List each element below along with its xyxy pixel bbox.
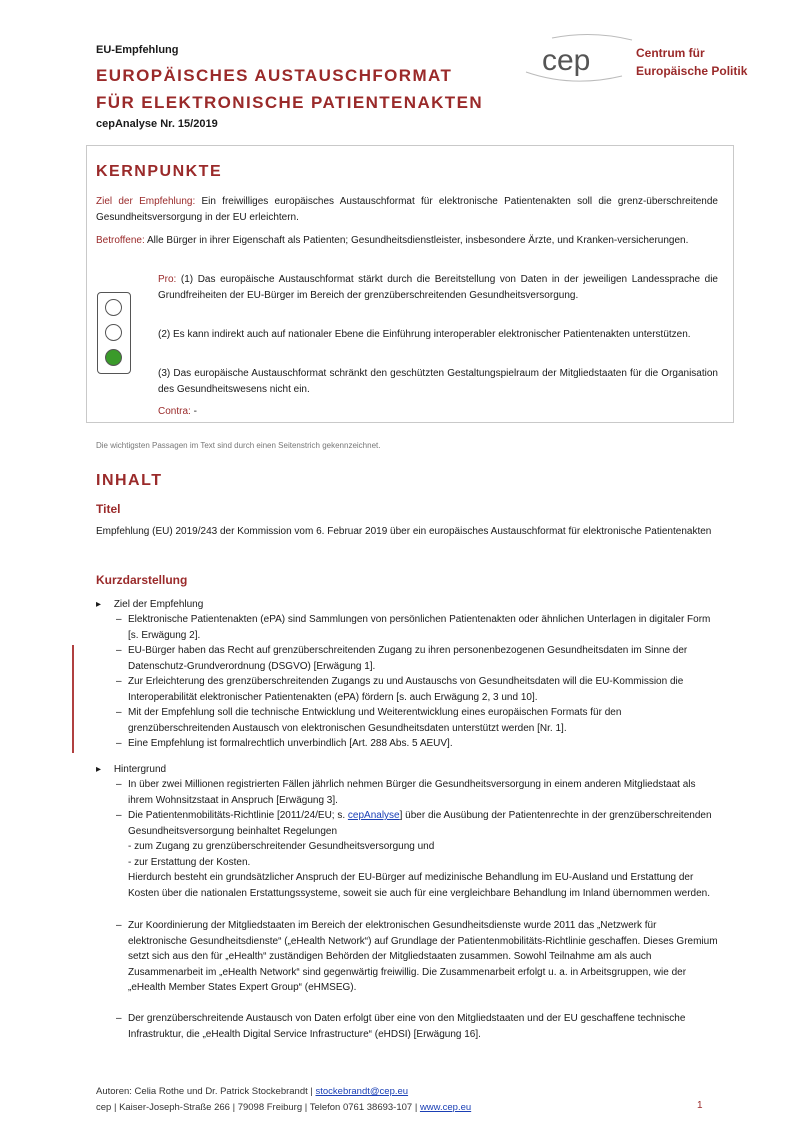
traffic-light-green bbox=[105, 349, 122, 366]
sidebar-note: Die wichtigsten Passagen im Text sind durch einen Seitenstrich gekennzeichnet. bbox=[96, 441, 381, 450]
pro-label: Pro: bbox=[158, 274, 177, 285]
traffic-light-icon bbox=[97, 292, 131, 374]
list-item-text: Eine Empfehlung ist formalrechtlich unverbindlich [Art. 288 Abs. 5 AEUV]. bbox=[128, 738, 453, 749]
pro-point-1 bbox=[158, 272, 718, 304]
titel-text: Empfehlung (EU) 2019/243 der Kommission vom 6. Februar 2019 über ein europäisches Austauschformat für elektronische Patientenakten bbox=[96, 526, 712, 537]
dash-marker: – bbox=[116, 920, 122, 931]
doc-type-label: EU-Empfehlung bbox=[96, 44, 179, 56]
pro-text-1: (1) Das europäische Austauschformat stärkt durch die Bereitstellung von Daten in der jeweiligen Landessprache die Grundfreiheiten der EU-Bürger im Bereich der grenzüberschreitenden Gesundheitsversorgung. bbox=[158, 274, 718, 301]
section-hintergrund bbox=[96, 762, 166, 778]
list-item bbox=[116, 918, 718, 996]
footer bbox=[96, 1084, 471, 1116]
list-item bbox=[116, 674, 718, 705]
arrow-bullet-icon: ▸ bbox=[96, 599, 102, 610]
logo-mark: cep bbox=[542, 44, 591, 77]
ziel-label: Ziel der Empfehlung: bbox=[96, 196, 196, 207]
list-item bbox=[116, 643, 718, 674]
dash-marker: – bbox=[116, 810, 122, 821]
titel-heading: Titel bbox=[96, 502, 121, 516]
list-item-text: ] über die Ausübung der Patientenrechte in der grenzüberschreitenden Gesundheitsversorgung beinhaltet Regelungen bbox=[128, 810, 712, 837]
analysis-number: cepAnalyse Nr. 15/2019 bbox=[96, 118, 218, 130]
section-ziel-title: Ziel der Empfehlung bbox=[113, 599, 204, 610]
list-item-text: Mit der Empfehlung soll die technische Entwicklung und Weiterentwicklung eines europäischen Formats für den grenzüberschreitenden Austausch von elektronischen Gesundheitsdaten unterstützt werden [Nr. 1]. bbox=[128, 707, 622, 734]
section-hintergrund-title: Hintergrund bbox=[113, 764, 167, 775]
list-item-continuation: Hierdurch besteht ein grundsätzlicher Anspruch der EU-Bürger auf medizinische Behandlung im EU-Ausland und Erstattung der Kosten über die nationalen Erstattungssysteme, soweit sie auch für eine vergleichbare Behandlung im Inland übernommen werden. bbox=[128, 872, 711, 899]
dash-marker: – bbox=[116, 738, 122, 749]
address-text: cep | Kaiser-Joseph-Straße 266 | 79098 Freiburg | Telefon 0761 38693-107 | bbox=[96, 1102, 420, 1113]
dash-marker: – bbox=[116, 645, 122, 656]
title-line-1: EUROPÄISCHES AUSTAUSCHFORMAT bbox=[96, 66, 453, 85]
contra-paragraph bbox=[158, 404, 718, 420]
dash-marker: – bbox=[116, 779, 122, 790]
list-item-text: EU-Bürger haben das Recht auf grenzüberschreitenden Zugang zu ihren personenbezogenen Gesundheitsdaten im Sinne der Datenschutz-Grundverordnung (DSGVO) [Erwägung 1]. bbox=[128, 645, 688, 672]
dash-marker: – bbox=[116, 707, 122, 718]
title-line-2: FÜR ELEKTRONISCHE PATIENTENAKTEN bbox=[96, 93, 484, 112]
dash-marker: – bbox=[116, 676, 122, 687]
pro-point-2: (2) Es kann indirekt auch auf nationaler Ebene die Einführung interoperabler elektronischer Patientenakten unterstützen. bbox=[158, 329, 691, 340]
page-title bbox=[96, 62, 483, 116]
list-item bbox=[116, 705, 718, 736]
sub-item: - zur Erstattung der Kosten. bbox=[128, 856, 251, 868]
important-passage-marker bbox=[72, 645, 74, 753]
list-item bbox=[116, 736, 718, 752]
traffic-light-top bbox=[105, 299, 122, 316]
contra-label: Contra: bbox=[158, 406, 191, 417]
list-item-text: Die Patientenmobilitäts-Richtlinie [2011/24/EU; s. bbox=[128, 810, 348, 821]
betroffene-label: Betroffene: bbox=[96, 235, 145, 246]
list-item-text: Der grenzüberschreitende Austausch von Daten erfolgt über eine von den Mitgliedstaaten und der EU geschaffene technische Infrastruktur, die „eHealth Digital Service Infrastructure“ (eHDSI) [Erwägung 16]. bbox=[128, 1013, 686, 1040]
cepanalyse-link[interactable]: cepAnalyse bbox=[347, 810, 400, 821]
inhalt-heading: INHALT bbox=[96, 472, 163, 489]
betroffene-text: Alle Bürger in ihrer Eigenschaft als Patienten; Gesundheitsdienstleister, insbesondere Ärzte, und Kranken-versicherungen. bbox=[144, 235, 689, 246]
pro-point-3: (3) Das europäische Austauschformat schränkt den geschützten Gestaltungspielraum der Mitgliedstaaten für die Organisation des Gesundheitswesens nicht ein. bbox=[158, 368, 718, 395]
kurzdarstellung-heading: Kurzdarstellung bbox=[96, 573, 188, 587]
page-number: 1 bbox=[697, 1100, 703, 1111]
dash-marker: – bbox=[116, 1013, 122, 1024]
list-item-text: In über zwei Millionen registrierten Fällen jährlich nehmen Bürger die Gesundheitsversorgung in einem anderen Mitgliedstaat als ihrem Wohnsitzstaat in Anspruch [Erwägung 3]. bbox=[128, 779, 696, 806]
dash-marker: – bbox=[116, 614, 122, 625]
arrow-bullet-icon: ▸ bbox=[96, 764, 102, 775]
contra-text: - bbox=[190, 406, 197, 417]
sub-item: - zum Zugang zu grenzüberschreitender Gesundheitsversorgung und bbox=[128, 841, 435, 853]
traffic-light-middle bbox=[105, 324, 122, 341]
email-link[interactable]: stockebrandt@cep.eu bbox=[315, 1086, 409, 1097]
list-item-text: Zur Erleichterung des grenzüberschreitenden Zugangs zu und Austauschs von Gesundheitsdaten will die EU-Kommission die Interoperabilität elektronischer Patientenakten (ePA) fördern [s. auch Erwägung 2, 3 und 10]. bbox=[128, 676, 684, 703]
logo-line-1: Centrum für bbox=[636, 46, 705, 60]
list-item-text: Elektronische Patientenakten (ePA) sind Sammlungen von persönlichen Patientenakten oder ähnlichen Unterlagen in digitaler Form [s. Erwägung 2]. bbox=[128, 614, 711, 641]
footer-authors bbox=[96, 1084, 471, 1100]
list-item bbox=[116, 612, 718, 643]
ziel-text: Ein freiwilliges europäisches Austauschformat für elektronische Patientenakten soll die grenz-überschreitende Gesundheitsversorgung in der EU erleichtern. bbox=[96, 196, 718, 223]
section-ziel bbox=[96, 597, 203, 613]
website-link[interactable]: www.cep.eu bbox=[419, 1102, 472, 1113]
list-item bbox=[116, 777, 718, 808]
list-item bbox=[116, 1011, 718, 1042]
betroffene-paragraph bbox=[96, 233, 718, 249]
footer-address bbox=[96, 1100, 471, 1116]
ziel-paragraph bbox=[96, 194, 718, 226]
list-item-text: Zur Koordinierung der Mitgliedstaaten im Bereich der elektronischen Gesundheitsdienste wurde 2011 das „Netzwerk für elektronische Gesundheitsdienste“ („eHealth Network“) auf Grundlage der Patientenmobilitäts-Richtlinie geschaffen. Dieses Gremium setzt sich aus den für „eHealth“ zuständigen Behörden der Mitgliedstaaten zusammen. Sowohl Teilnahme am als auch Zusammenarbeit im „eHealth Network“ sind gegenwärtig freiwillig. Die Zusammenarbeit erfolgt u. a. in Arbeitsgruppen, wie der „eHealth Member States Expert Group“ (eHMSEG). bbox=[128, 920, 718, 994]
authors-text: Autoren: Celia Rothe und Dr. Patrick Stockebrandt | bbox=[96, 1086, 316, 1097]
kernpunkte-heading: KERNPUNKTE bbox=[96, 163, 223, 180]
list-item bbox=[116, 808, 718, 902]
logo-text bbox=[636, 44, 747, 80]
logo-line-2: Europäische Politik bbox=[636, 64, 748, 78]
